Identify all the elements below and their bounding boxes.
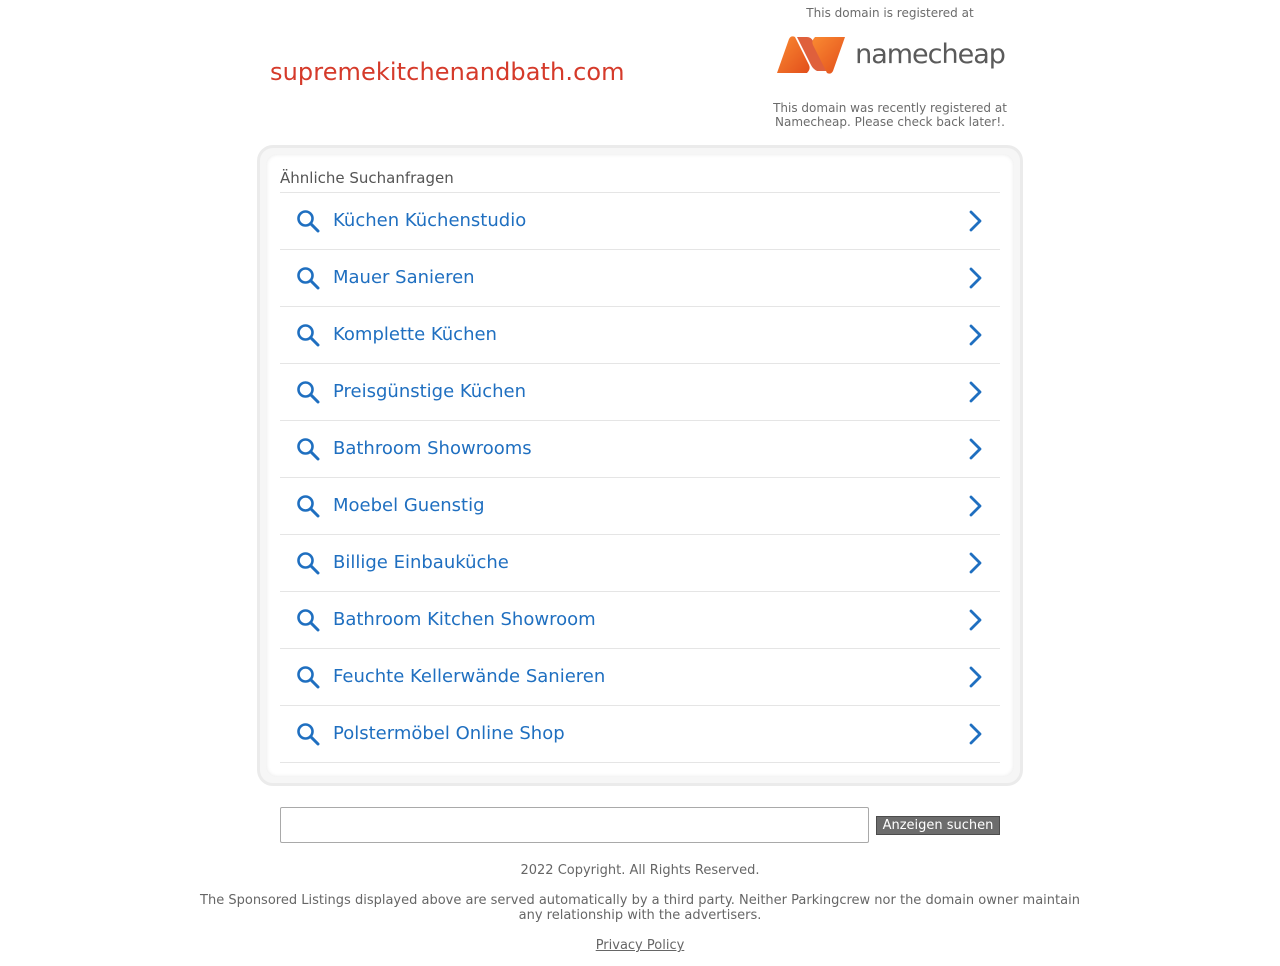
chevron-right-icon (968, 666, 982, 688)
related-search-label[interactable]: Preisgünstige Küchen (333, 381, 526, 402)
related-search-row[interactable] (280, 364, 1000, 421)
search-input[interactable] (280, 807, 869, 843)
related-search-row[interactable] (280, 592, 1000, 649)
chevron-right-icon (968, 381, 982, 403)
privacy-policy-link[interactable]: Privacy Policy (595, 938, 685, 953)
chevron-right-icon (968, 210, 982, 232)
related-searches-heading: Ähnliche Suchanfragen (280, 169, 454, 187)
namecheap-mark-icon (775, 35, 847, 75)
related-search-label[interactable]: Mauer Sanieren (333, 267, 475, 288)
related-search-label[interactable]: Feuchte Kellerwände Sanieren (333, 666, 606, 687)
search-icon (296, 665, 320, 689)
related-search-row[interactable] (280, 478, 1000, 535)
related-search-label[interactable]: Polstermöbel Online Shop (333, 723, 565, 744)
search-icon (296, 494, 320, 518)
chevron-right-icon (968, 495, 982, 517)
chevron-right-icon (968, 609, 982, 631)
related-search-row[interactable] (280, 193, 1000, 250)
registrar-block (760, 0, 1020, 129)
search-ads-button[interactable]: Anzeigen suchen (876, 816, 1000, 835)
related-search-label[interactable]: Bathroom Showrooms (333, 438, 532, 459)
related-search-label[interactable]: Bathroom Kitchen Showroom (333, 609, 596, 630)
chevron-right-icon (968, 324, 982, 346)
copyright-text: 2022 Copyright. All Rights Reserved. (520, 863, 760, 878)
search-icon (296, 380, 320, 404)
chevron-right-icon (968, 552, 982, 574)
search-icon (296, 551, 320, 575)
related-search-label[interactable]: Moebel Guenstig (333, 495, 485, 516)
related-search-label[interactable]: Komplette Küchen (333, 324, 497, 345)
related-search-row[interactable] (280, 307, 1000, 364)
disclaimer-text: The Sponsored Listings displayed above are served automatically by a third party. Neither Parkingcrew nor the domain owner maintain any relationship with the advertisers. (200, 893, 1080, 923)
domain-title[interactable]: supremekitchenandbath.com (270, 58, 625, 86)
related-search-row[interactable] (280, 649, 1000, 706)
chevron-right-icon (968, 723, 982, 745)
related-search-row[interactable] (280, 421, 1000, 478)
privacy-policy (0, 938, 1280, 953)
search-icon (296, 437, 320, 461)
related-search-label[interactable]: Küchen Küchenstudio (333, 210, 527, 231)
namecheap-logo[interactable] (760, 31, 1020, 79)
search-icon (296, 722, 320, 746)
chevron-right-icon (968, 438, 982, 460)
related-search-row[interactable] (280, 706, 1000, 763)
related-searches-list (280, 192, 1000, 763)
search-icon (296, 266, 320, 290)
search-icon (296, 323, 320, 347)
search-icon (296, 608, 320, 632)
namecheap-wordmark: namecheap (855, 39, 1005, 70)
registrar-intro: This domain is registered at (806, 6, 974, 20)
related-search-label[interactable]: Billige Einbauküche (333, 552, 509, 573)
related-search-row[interactable] (280, 250, 1000, 307)
search-icon (296, 209, 320, 233)
chevron-right-icon (968, 267, 982, 289)
related-search-row[interactable] (280, 535, 1000, 592)
registrar-note: This domain was recently registered at Namecheap. Please check back later!. (773, 101, 1007, 129)
